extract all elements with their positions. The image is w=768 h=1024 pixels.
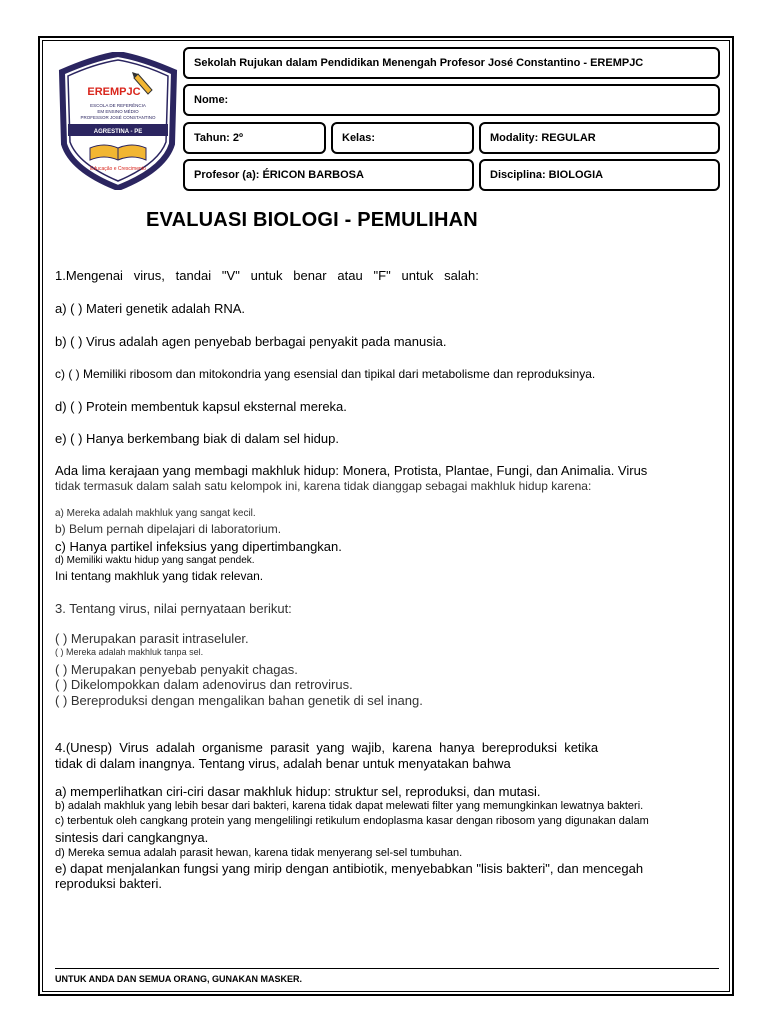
q1-item-d: d) ( ) Protein membentuk kapsul eksternal mereka. xyxy=(55,399,347,414)
modality-field[interactable]: Modality: REGULAR xyxy=(479,122,720,154)
q3-prompt: 3. Tentang virus, nilai pernyataan berikut: xyxy=(55,601,292,616)
q4-item-d: d) Mereka semua adalah parasit hewan, karena tidak menyerang sel-sel tumbuhan. xyxy=(55,847,463,859)
q2-prompt-line1: Ada lima kerajaan yang membagi makhluk hidup: Monera, Protista, Plantae, Fungi, dan Animalia. Virus xyxy=(55,463,648,478)
logo-line1: ESCOLA DE REFERÊNCIA xyxy=(90,103,146,108)
q3-item-3: ( ) Merupakan penyebab penyakit chagas. xyxy=(55,662,298,677)
school-logo xyxy=(54,52,182,190)
q4-item-b: b) adalah makhluk yang lebih besar dari bakteri, karena tidak dapat melewati filter yang memungkinkan lewatnya bakteri. xyxy=(55,800,644,812)
q3-item-5: ( ) Bereproduksi dengan mengalikan bahan genetik di sel inang. xyxy=(55,693,423,708)
q2-item-a: a) Mereka adalah makhluk yang sangat kecil. xyxy=(55,508,256,519)
year-field[interactable]: Tahun: 2º xyxy=(183,122,326,154)
q4-prompt-line1: 4.(Unesp) Virus adalah organisme parasit yang wajib, karena hanya bereproduksi ketika xyxy=(55,740,599,755)
page-title: EVALUASI BIOLOGI - PEMULIHAN xyxy=(146,209,478,231)
q1-prompt: 1.Mengenai virus, tandai "V" untuk benar atau "F" untuk salah: xyxy=(55,268,479,283)
q3-item-4: ( ) Dikelompokkan dalam adenovirus dan retrovirus. xyxy=(55,677,353,692)
q4-item-c: c) terbentuk oleh cangkang protein yang mengelilingi retikulum endoplasma kasar dengan ribosom yang digunakan dalam xyxy=(55,815,649,827)
teacher-field[interactable]: Profesor (a): ÉRICON BARBOSA xyxy=(183,159,474,191)
logo-motto: Educação e Crescimento xyxy=(90,166,146,172)
q2-item-e: Ini tentang makhluk yang tidak relevan. xyxy=(55,569,264,583)
q3-item-1: ( ) Merupakan parasit intraseluler. xyxy=(55,631,249,646)
q2-item-b: b) Belum pernah dipelajari di laboratorium. xyxy=(55,522,282,536)
q1-item-b: b) ( ) Virus adalah agen penyebab berbagai penyakit pada manusia. xyxy=(55,334,447,349)
q1-item-a: a) ( ) Materi genetik adalah RNA. xyxy=(55,301,246,316)
logo-line3: PROFESSOR JOSÉ CONSTANTINO xyxy=(80,115,156,120)
school-name-box: Sekolah Rujukan dalam Pendidikan Menengah Profesor José Constantino - EREMPJC xyxy=(183,47,720,79)
q2-item-c: c) Hanya partikel infeksius yang dipertimbangkan. xyxy=(55,539,342,554)
q2-prompt-line2: tidak termasuk dalam salah satu kelompok ini, karena tidak dianggap sebagai makhluk hidup karena: xyxy=(55,479,592,493)
q3-item-2: ( ) Mereka adalah makhluk tanpa sel. xyxy=(55,647,204,657)
q1-item-e: e) ( ) Hanya berkembang biak di dalam sel hidup. xyxy=(55,431,339,446)
logo-city: AGRESTINA - PE xyxy=(93,129,143,135)
logo-brand: EREMPJC xyxy=(87,86,141,98)
class-field[interactable]: Kelas: xyxy=(331,122,474,154)
logo-line2: EM ENSINO MÉDIO xyxy=(97,109,139,114)
q4-item-a: a) memperlihatkan ciri-ciri dasar makhluk hidup: struktur sel, reproduksi, dan mutasi. xyxy=(55,784,541,799)
q4-item-c-cont: sintesis dari cangkangnya. xyxy=(55,830,209,845)
subject-field[interactable]: Disciplina: BIOLOGIA xyxy=(479,159,720,191)
footer-divider xyxy=(55,968,719,969)
q4-item-e: e) dapat menjalankan fungsi yang mirip dengan antibiotik, menyebabkan "lisis bakteri", dan mencegah xyxy=(55,861,644,876)
q1-item-c: c) ( ) Memiliki ribosom dan mitokondria yang esensial dan tipikal dari metabolisme dan reproduksinya. xyxy=(55,367,596,381)
q4-item-e-cont: reproduksi bakteri. xyxy=(55,876,162,891)
footer-note: UNTUK ANDA DAN SEMUA ORANG, GUNAKAN MASKER. xyxy=(55,974,302,984)
name-field[interactable]: Nome: xyxy=(183,84,720,116)
q2-item-d: d) Memiliki waktu hidup yang sangat pendek. xyxy=(55,555,255,566)
q4-prompt-line2: tidak di dalam inangnya. Tentang virus, adalah benar untuk menyatakan bahwa xyxy=(55,756,511,771)
